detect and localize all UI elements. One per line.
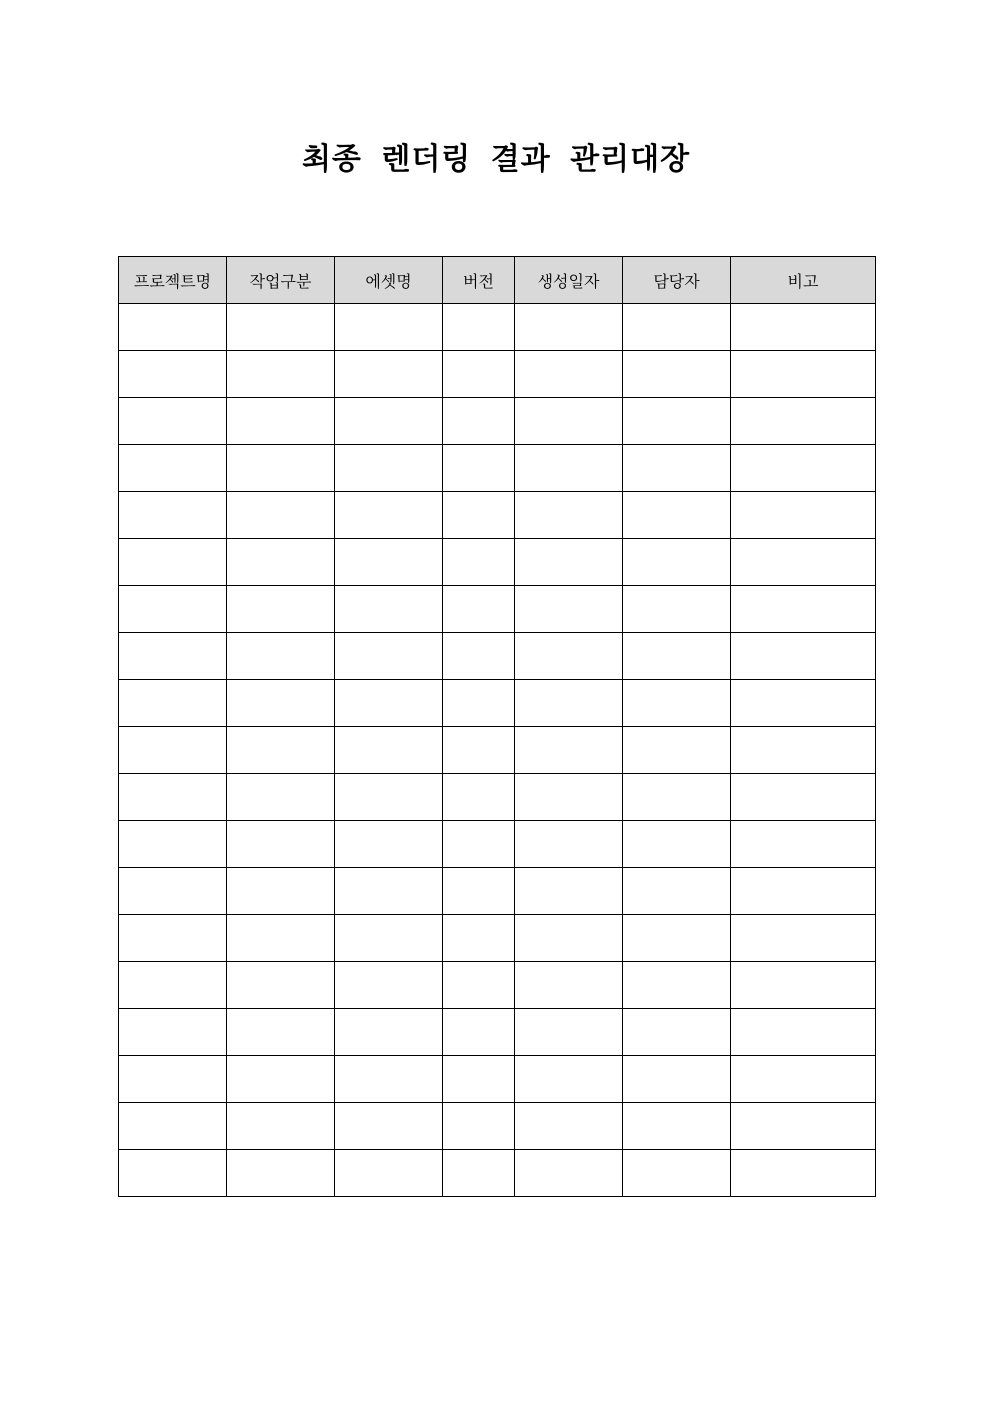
table-cell-work-type (227, 1056, 335, 1103)
table-row (119, 680, 876, 727)
table-cell-remarks (731, 586, 876, 633)
table-cell-remarks (731, 868, 876, 915)
table-cell-remarks (731, 774, 876, 821)
table-cell-created-date (515, 915, 623, 962)
table-cell-created-date (515, 492, 623, 539)
table-cell-asset-name (335, 1009, 443, 1056)
table-cell-version (443, 304, 515, 351)
table-cell-version (443, 492, 515, 539)
table-cell-asset-name (335, 868, 443, 915)
table-cell-asset-name (335, 445, 443, 492)
table-cell-asset-name (335, 962, 443, 1009)
table-cell-version (443, 915, 515, 962)
table-cell-remarks (731, 1009, 876, 1056)
table-cell-work-type (227, 821, 335, 868)
table-cell-version (443, 445, 515, 492)
table-cell-work-type (227, 680, 335, 727)
table-cell-asset-name (335, 774, 443, 821)
table-cell-version (443, 727, 515, 774)
table-cell-asset-name (335, 1150, 443, 1197)
table-cell-owner (623, 915, 731, 962)
table-cell-project-name (119, 680, 227, 727)
table-cell-created-date (515, 586, 623, 633)
table-cell-owner (623, 680, 731, 727)
table-cell-version (443, 633, 515, 680)
table-cell-asset-name (335, 727, 443, 774)
table-cell-project-name (119, 1103, 227, 1150)
column-header-project-name: 프로젝트명 (119, 257, 227, 304)
table-cell-project-name (119, 304, 227, 351)
table-cell-remarks (731, 1103, 876, 1150)
column-header-created-date: 생성일자 (515, 257, 623, 304)
table-cell-asset-name (335, 398, 443, 445)
table-row (119, 586, 876, 633)
table-cell-project-name (119, 962, 227, 1009)
table-cell-asset-name (335, 492, 443, 539)
table-cell-version (443, 774, 515, 821)
table-cell-work-type (227, 445, 335, 492)
table-cell-created-date (515, 633, 623, 680)
table-cell-work-type (227, 1009, 335, 1056)
table-row (119, 868, 876, 915)
table-cell-created-date (515, 821, 623, 868)
column-header-asset-name: 에셋명 (335, 257, 443, 304)
table-cell-version (443, 351, 515, 398)
table-row (119, 1103, 876, 1150)
table-row (119, 727, 876, 774)
table-cell-work-type (227, 1150, 335, 1197)
table-cell-work-type (227, 304, 335, 351)
table-cell-work-type (227, 351, 335, 398)
table-cell-asset-name (335, 351, 443, 398)
table-cell-project-name (119, 1056, 227, 1103)
table-cell-version (443, 1009, 515, 1056)
table-cell-created-date (515, 727, 623, 774)
table-header-row (119, 257, 876, 304)
table-cell-created-date (515, 351, 623, 398)
table-cell-work-type (227, 539, 335, 586)
table-cell-asset-name (335, 915, 443, 962)
table-cell-work-type (227, 1103, 335, 1150)
table-cell-asset-name (335, 304, 443, 351)
table-cell-project-name (119, 633, 227, 680)
table-row (119, 1009, 876, 1056)
table-cell-owner (623, 586, 731, 633)
table-cell-remarks (731, 821, 876, 868)
table-cell-created-date (515, 445, 623, 492)
table-cell-version (443, 539, 515, 586)
table-cell-remarks (731, 539, 876, 586)
column-header-remarks: 비고 (731, 257, 876, 304)
table-cell-project-name (119, 398, 227, 445)
table-cell-created-date (515, 962, 623, 1009)
table-cell-work-type (227, 492, 335, 539)
table-cell-remarks (731, 962, 876, 1009)
table-cell-project-name (119, 492, 227, 539)
table-cell-version (443, 1056, 515, 1103)
table-cell-owner (623, 774, 731, 821)
table-cell-owner (623, 492, 731, 539)
table-cell-remarks (731, 633, 876, 680)
table-row (119, 633, 876, 680)
table-cell-project-name (119, 586, 227, 633)
table-cell-created-date (515, 868, 623, 915)
table-cell-project-name (119, 915, 227, 962)
table-cell-project-name (119, 1009, 227, 1056)
table-cell-created-date (515, 1056, 623, 1103)
table-row (119, 821, 876, 868)
table-cell-remarks (731, 304, 876, 351)
table-cell-asset-name (335, 680, 443, 727)
table-cell-version (443, 868, 515, 915)
table-cell-owner (623, 727, 731, 774)
table-cell-created-date (515, 680, 623, 727)
table-cell-created-date (515, 1150, 623, 1197)
table-row (119, 539, 876, 586)
table-body (119, 304, 876, 1197)
table-cell-owner (623, 962, 731, 1009)
table-cell-created-date (515, 539, 623, 586)
table-cell-owner (623, 633, 731, 680)
table-cell-owner (623, 1009, 731, 1056)
table-cell-owner (623, 1056, 731, 1103)
table-cell-owner (623, 304, 731, 351)
table-row (119, 1056, 876, 1103)
table-cell-project-name (119, 774, 227, 821)
table-cell-asset-name (335, 539, 443, 586)
table-cell-remarks (731, 351, 876, 398)
table-cell-created-date (515, 304, 623, 351)
table-cell-version (443, 1150, 515, 1197)
table-row (119, 774, 876, 821)
render-result-ledger-table (118, 256, 876, 1197)
table-cell-remarks (731, 727, 876, 774)
table-cell-work-type (227, 398, 335, 445)
table-row (119, 445, 876, 492)
table-cell-remarks (731, 445, 876, 492)
table-row (119, 962, 876, 1009)
table-cell-version (443, 680, 515, 727)
table-row (119, 304, 876, 351)
table-cell-work-type (227, 868, 335, 915)
table-cell-asset-name (335, 821, 443, 868)
table-cell-asset-name (335, 1056, 443, 1103)
table-cell-project-name (119, 539, 227, 586)
table-cell-remarks (731, 398, 876, 445)
table-cell-project-name (119, 821, 227, 868)
table-row (119, 398, 876, 445)
column-header-owner: 담당자 (623, 257, 731, 304)
table-cell-owner (623, 1150, 731, 1197)
table-cell-created-date (515, 398, 623, 445)
table-cell-project-name (119, 868, 227, 915)
column-header-version: 버전 (443, 257, 515, 304)
table-cell-owner (623, 398, 731, 445)
table-cell-version (443, 821, 515, 868)
table-cell-remarks (731, 1056, 876, 1103)
table-cell-remarks (731, 1150, 876, 1197)
table-cell-owner (623, 539, 731, 586)
table-cell-work-type (227, 633, 335, 680)
table-cell-remarks (731, 680, 876, 727)
table-cell-created-date (515, 1103, 623, 1150)
table-cell-project-name (119, 445, 227, 492)
table-cell-version (443, 1103, 515, 1150)
table-cell-asset-name (335, 586, 443, 633)
table-row (119, 351, 876, 398)
page-title: 최종 렌더링 결과 관리대장 (301, 142, 691, 177)
table-cell-project-name (119, 1150, 227, 1197)
table-cell-version (443, 962, 515, 1009)
table-cell-owner (623, 351, 731, 398)
table-cell-version (443, 398, 515, 445)
table-cell-work-type (227, 727, 335, 774)
table-cell-owner (623, 445, 731, 492)
table-cell-project-name (119, 351, 227, 398)
table-cell-asset-name (335, 1103, 443, 1150)
table-cell-asset-name (335, 633, 443, 680)
table-row (119, 915, 876, 962)
table-cell-work-type (227, 586, 335, 633)
table-row (119, 1150, 876, 1197)
table-cell-owner (623, 821, 731, 868)
table-cell-owner (623, 1103, 731, 1150)
table-cell-work-type (227, 962, 335, 1009)
table-cell-work-type (227, 774, 335, 821)
table-cell-remarks (731, 492, 876, 539)
table-cell-project-name (119, 727, 227, 774)
table-cell-owner (623, 868, 731, 915)
table-cell-created-date (515, 774, 623, 821)
table-cell-created-date (515, 1009, 623, 1056)
table-cell-version (443, 586, 515, 633)
table-cell-work-type (227, 915, 335, 962)
table-row (119, 492, 876, 539)
table-cell-remarks (731, 915, 876, 962)
column-header-work-type: 작업구분 (227, 257, 335, 304)
